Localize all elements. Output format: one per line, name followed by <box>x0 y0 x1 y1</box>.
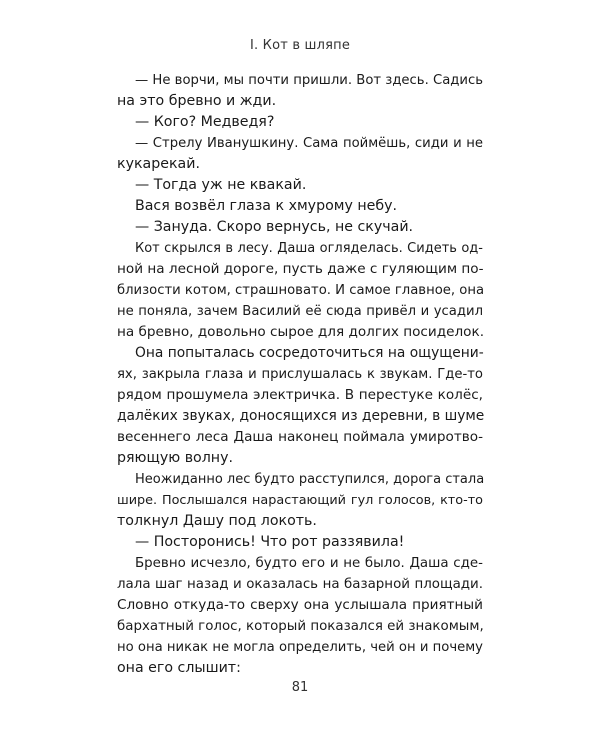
text-line: близости котом, страшновато. И самое главное, она <box>117 283 485 298</box>
text-line: Бревно исчезло, будто его и не было. Даша сде- <box>135 556 483 571</box>
text-line: толкнул Дашу под локоть. <box>117 513 317 529</box>
text-line: — Тогда уж не квакай. <box>135 177 307 193</box>
text-line: но она никак не могла определить, чей он и почему <box>117 640 483 655</box>
text-line: не поняла, зачем Василий её сюда привёл и усадил <box>117 304 483 319</box>
text-line: Неожиданно лес будто расступился, дорога стала <box>135 472 485 487</box>
text-line: Она попыталась сосредоточиться на ощущени- <box>135 345 484 361</box>
text-line: Словно откуда-то сверху она услышала приятный <box>117 597 483 613</box>
text-line: ной на лесной дороге, пусть даже с гуляющим по- <box>117 261 484 277</box>
text-line: весеннего леса Даша наконец поймала умиротво- <box>117 429 483 445</box>
text-line: на бревно, довольно сырое для долгих посиделок. <box>117 324 485 340</box>
text-line: ях, закрыла глаза и прислушалась к звукам. Где-то <box>117 367 483 382</box>
text-line: бархатный голос, который показался ей знакомым, <box>117 619 484 634</box>
text-line: — Зануда. Скоро вернусь, не скучай. <box>135 219 414 235</box>
text-line: — Не ворчи, мы почти пришли. Вот здесь. Садись <box>135 73 483 88</box>
text-line: рядом прошумела электричка. В перестуке колёс, <box>117 387 483 403</box>
text-line: на это бревно и жди. <box>117 93 277 109</box>
text-line: Кот скрылся в лесу. Даша огляделась. Сидеть од- <box>135 241 483 256</box>
text-line: — Стрелу Иванушкину. Сама поймёшь, сиди и не <box>135 136 483 151</box>
text-line: шире. Послышался нарастающий гул голосов, кто-то <box>117 493 483 508</box>
page-number: 81 <box>291 680 309 695</box>
running-header: I. Кот в шляпе <box>249 38 351 53</box>
text-line: далёких звуках, доносящихся из деревни, в шуме <box>117 408 485 424</box>
page-body <box>117 70 483 679</box>
text-line: кукарекай. <box>117 156 200 172</box>
text-line: — Посторонись! Что рот раззявила! <box>135 534 405 550</box>
text-line: ряющую волну. <box>117 450 233 466</box>
text-line: лала шаг назад и оказалась на базарной площади. <box>117 577 483 592</box>
text-line: — Кого? Медведя? <box>135 114 275 130</box>
text-line: Вася возвёл глаза к хмурому небу. <box>135 198 398 214</box>
text-line: она его слышит: <box>117 660 241 676</box>
